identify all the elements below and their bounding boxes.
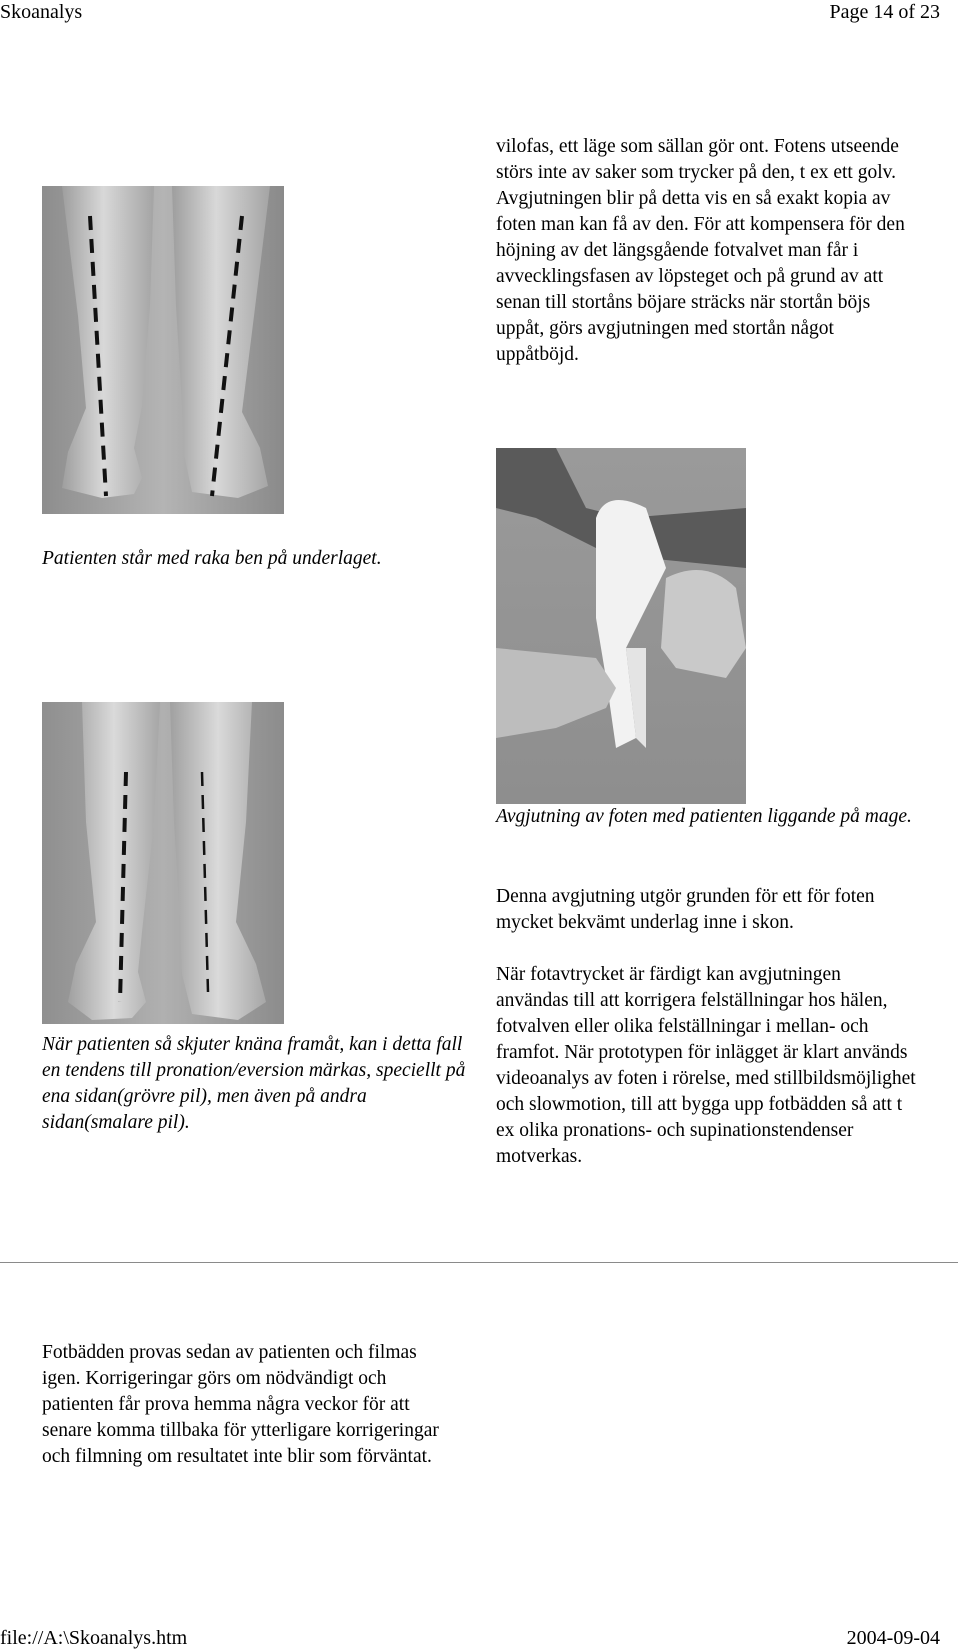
caption-knees-forward: När patienten så skjuter knäna framåt, kan i detta fall en tendens till pronation/eversion märkas, speciellt på ena sidan(grövre pil), men även på andra sidan(smalare pil). <box>42 1034 466 1133</box>
divider <box>0 1262 958 1263</box>
caption-legs-straight: Patienten står med raka ben på underlaget. <box>42 548 382 569</box>
page-number: Page 14 of 23 <box>829 1 940 23</box>
paragraph-avgjutning: Denna avgjutning utgör grunden för ett för foten mycket bekvämt underlag inne i skon. <box>496 886 875 933</box>
paragraph-vilofas: vilofas, ett läge som sällan gör ont. Fotens utseende störs inte av saker som trycker på den, t ex ett golv. Avgjutningen blir på detta vis en så exakt kopia av foten man kan få av den. För att kompensera för den höjning av det längsgående fotvalvet man får i avvecklingsfasen av löpsteget och på grund av att senan till stortåns böjare sträcks när stortån böjs uppåt, görs avgjutningen med stortån något uppåtböjd. <box>496 136 905 365</box>
photo-legs-straight <box>42 186 284 514</box>
file-path: file://A:\Skoanalys.htm <box>0 1627 188 1649</box>
photo-knees-forward <box>42 702 284 1024</box>
photo-foot-casting <box>496 448 746 804</box>
paragraph-fotavtrycket: När fotavtrycket är färdigt kan avgjutningen användas till att korrigera felställningar hos hälen, fotvalven eller olika felställningar i mellan- och framfot. När prototypen för inlägget är klart används videoanalys av foten i rörelse, med stillbildsmöjlighet och slowmotion, till att bygga upp fotbädden så att t ex olika pronations- och supinationstendenser motverkas. <box>496 964 916 1167</box>
document-title: Skoanalys <box>0 1 83 23</box>
print-date: 2004-09-04 <box>846 1627 940 1649</box>
paragraph-fotbadden: Fotbädden provas sedan av patienten och filmas igen. Korrigeringar görs om nödvändigt och patienten får prova hemma några veckor för att senare komma tillbaka för ytterligare korrigeringar och filmning om resultatet inte blir som förväntat. <box>42 1342 439 1467</box>
caption-foot-casting: Avgjutning av foten med patienten liggande på mage. <box>496 806 912 827</box>
